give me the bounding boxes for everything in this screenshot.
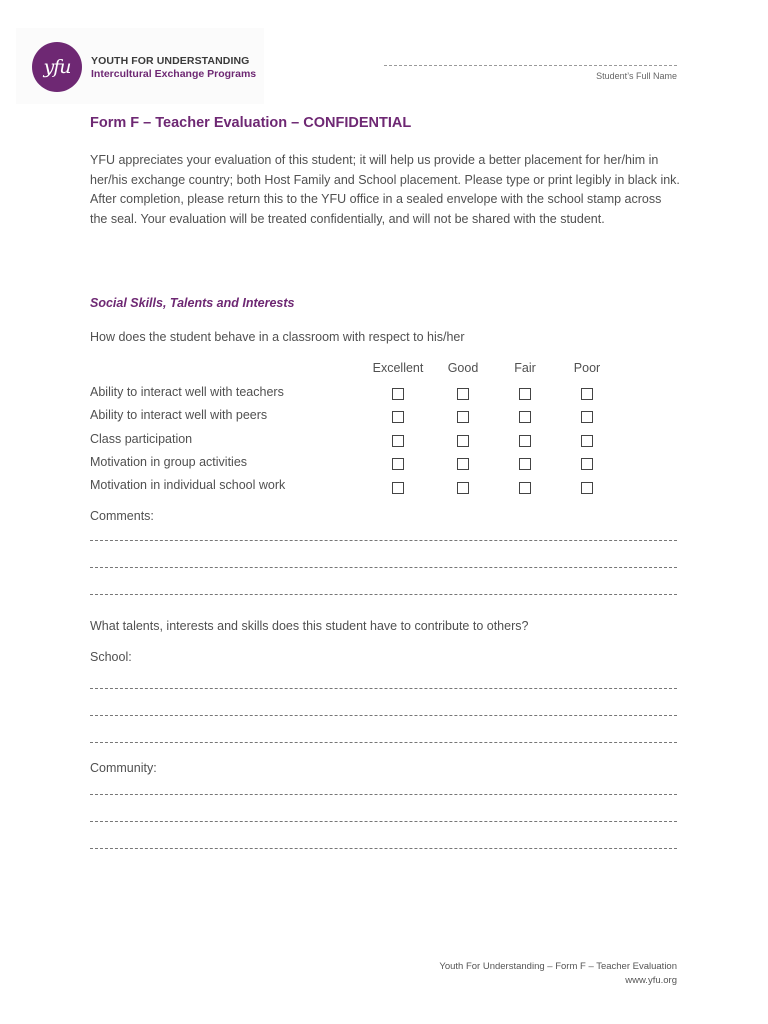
footer-website: www.yfu.org (625, 975, 677, 986)
intro-paragraph-1: YFU appreciates your evaluation of this student; it will help us provide a better placement for her/him in her/his exchange country; both Host Family and School placement. Please type or print legibly in black ink. (90, 153, 680, 187)
org-subtitle: Intercultural Exchange Programs (91, 68, 257, 80)
column-header-good: Good (447, 361, 479, 375)
row-label-individual-motivation: Motivation in individual school work (90, 478, 286, 492)
community-line-1[interactable] (90, 794, 677, 795)
checkbox-individual-excellent[interactable] (392, 482, 404, 494)
row-label-participation: Class participation (90, 432, 193, 446)
talents-question: What talents, interests and skills does this student have to contribute to others? (90, 619, 529, 633)
school-line-1[interactable] (90, 688, 677, 689)
checkbox-group-good[interactable] (457, 458, 469, 470)
comments-label: Comments: (90, 509, 154, 523)
checkbox-peers-good[interactable] (457, 411, 469, 423)
checkbox-participation-good[interactable] (457, 435, 469, 447)
column-header-excellent: Excellent (372, 361, 424, 375)
checkbox-participation-fair[interactable] (519, 435, 531, 447)
yfu-logo: yfu (32, 42, 82, 92)
behavior-question: How does the student behave in a classroom with respect to his/her (90, 330, 465, 344)
checkbox-peers-excellent[interactable] (392, 411, 404, 423)
checkbox-group-fair[interactable] (519, 458, 531, 470)
checkbox-group-excellent[interactable] (392, 458, 404, 470)
org-name: YOUTH FOR UNDERSTANDING (91, 55, 250, 67)
checkbox-individual-good[interactable] (457, 482, 469, 494)
intro-text (90, 151, 680, 229)
column-header-poor: Poor (573, 361, 601, 375)
community-line-2[interactable] (90, 821, 677, 822)
comments-line-3[interactable] (90, 594, 677, 595)
checkbox-individual-fair[interactable] (519, 482, 531, 494)
checkbox-teachers-good[interactable] (457, 388, 469, 400)
form-title: Form F – Teacher Evaluation – CONFIDENTIAL (90, 115, 412, 131)
comments-line-2[interactable] (90, 567, 677, 568)
checkbox-participation-excellent[interactable] (392, 435, 404, 447)
footer-form-name: Youth For Understanding – Form F – Teacher Evaluation (439, 961, 677, 972)
community-line-3[interactable] (90, 848, 677, 849)
row-label-teachers: Ability to interact well with teachers (90, 385, 284, 399)
school-line-2[interactable] (90, 715, 677, 716)
school-label: School: (90, 650, 132, 664)
row-label-group-motivation: Motivation in group activities (90, 455, 248, 469)
intro-paragraph-2: After completion, please return this to the YFU office in a sealed envelope with the school stamp across the seal. Your evaluation will be treated confidentially, and will not be shared with the student. (90, 192, 662, 226)
checkbox-participation-poor[interactable] (581, 435, 593, 447)
checkbox-teachers-excellent[interactable] (392, 388, 404, 400)
checkbox-peers-fair[interactable] (519, 411, 531, 423)
community-label: Community: (90, 761, 157, 775)
student-name-line[interactable] (384, 65, 677, 66)
checkbox-peers-poor[interactable] (581, 411, 593, 423)
checkbox-group-poor[interactable] (581, 458, 593, 470)
school-line-3[interactable] (90, 742, 677, 743)
checkbox-teachers-fair[interactable] (519, 388, 531, 400)
row-label-peers: Ability to interact well with peers (90, 408, 268, 422)
section-title: Social Skills, Talents and Interests (90, 296, 295, 310)
comments-line-1[interactable] (90, 540, 677, 541)
column-header-fair: Fair (514, 361, 536, 375)
checkbox-individual-poor[interactable] (581, 482, 593, 494)
checkbox-teachers-poor[interactable] (581, 388, 593, 400)
student-name-label: Student’s Full Name (596, 71, 677, 81)
